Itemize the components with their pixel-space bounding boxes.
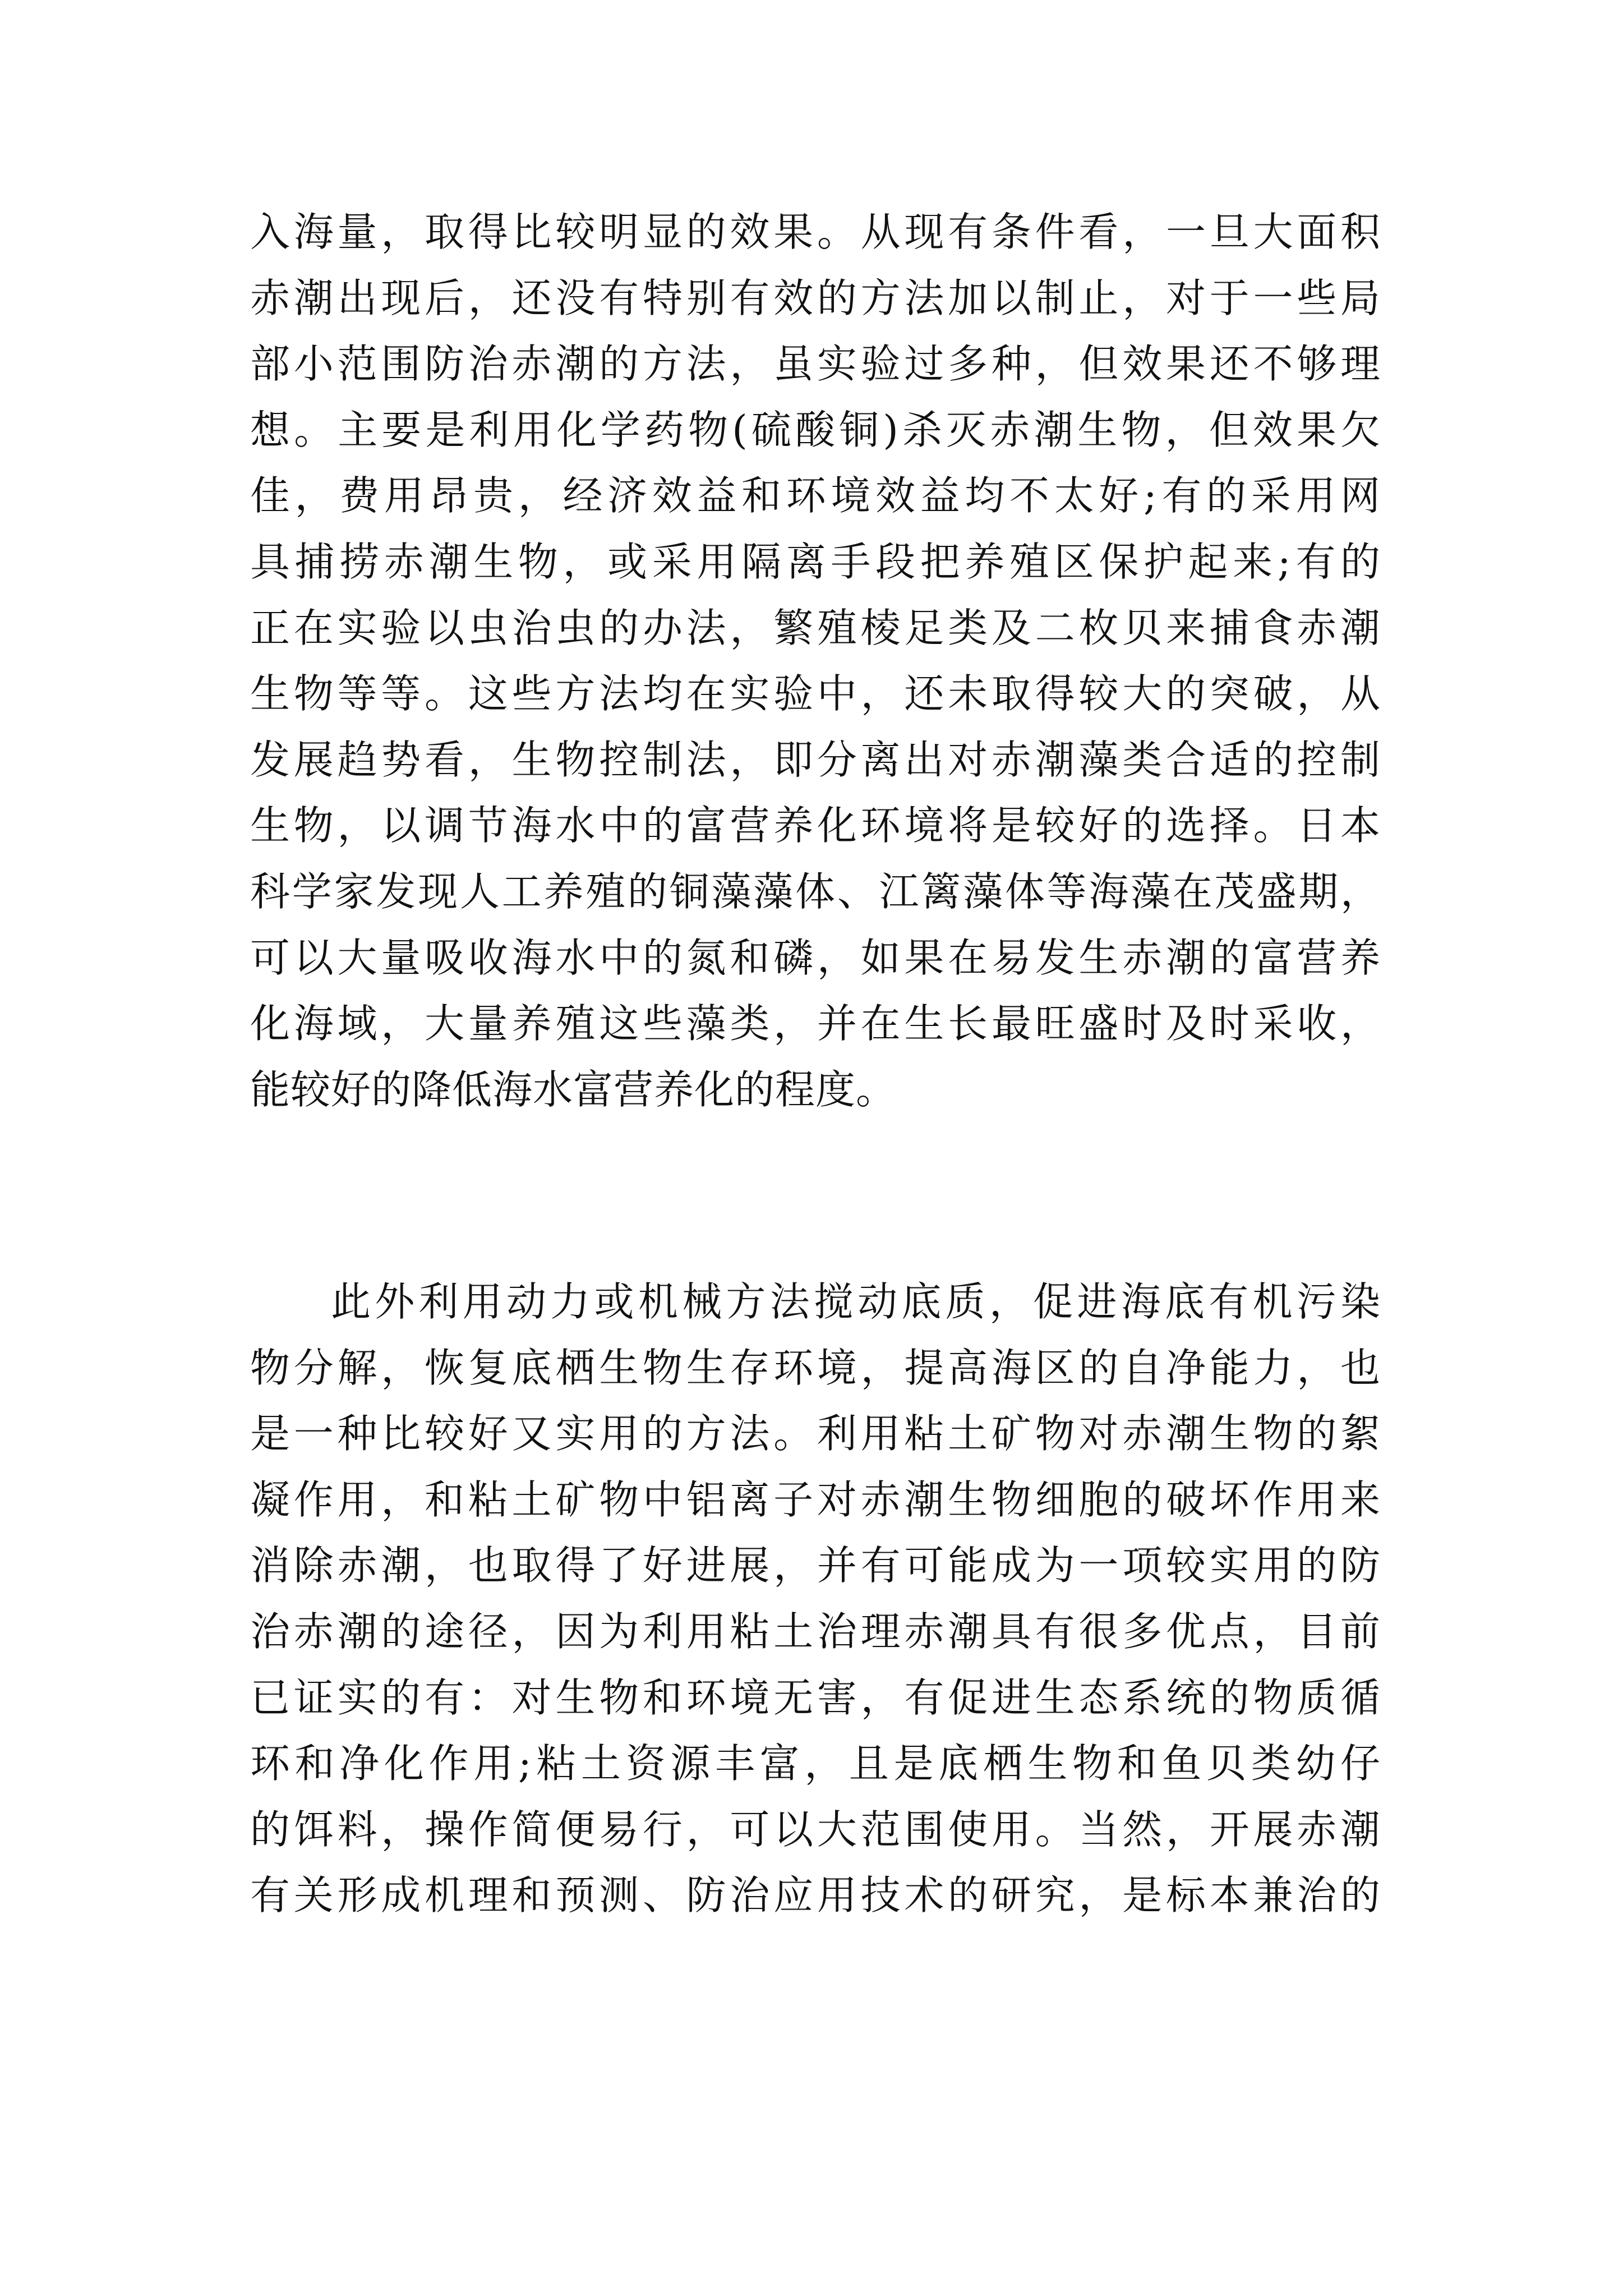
text-line: 部小范围防治赤潮的方法，虽实验过多种，但效果还不够理 (250, 341, 1381, 388)
text-line: 治赤潮的途径，因为利用粘土治理赤潮具有很多优点，目前 (250, 1608, 1381, 1655)
text-line: 物分解，恢复底栖生物生存环境，提高海区的自净能力，也 (250, 1344, 1381, 1391)
text-line: 科学家发现人工养殖的铜藻藻体、江篱藻体等海藻在茂盛期， (250, 868, 1381, 915)
paragraph-2 (250, 1269, 1381, 1929)
text-line: 是一种比较好又实用的方法。利用粘土矿物对赤潮生物的絮 (250, 1410, 1381, 1457)
text-line: 佳，费用昂贵，经济效益和环境效益均不太好;有的采用网 (250, 472, 1381, 519)
text-line: 入海量，取得比较明显的效果。从现有条件看，一旦大面积 (250, 209, 1381, 255)
text-line: 的饵料，操作简便易行，可以大范围使用。当然，开展赤潮 (250, 1806, 1381, 1853)
text-line: 赤潮出现后，还没有特别有效的方法加以制止，对于一些局 (250, 274, 1381, 321)
text-line: 已证实的有：对生物和环境无害，有促进生态系统的物质循 (250, 1674, 1381, 1721)
text-line: 此外利用动力或机械方法搅动底质，促进海底有机污染 (331, 1278, 1381, 1325)
text-line: 能较好的降低海水富营养化的程度。 (250, 1066, 897, 1113)
text-line: 生物，以调节海水中的富营养化环境将是较好的选择。日本 (250, 802, 1381, 849)
text-line: 生物等等。这些方法均在实验中，还未取得较大的突破，从 (250, 670, 1381, 717)
text-line: 具捕捞赤潮生物，或采用隔离手段把养殖区保护起来;有的 (250, 538, 1381, 585)
paragraph-1 (250, 199, 1381, 1122)
text-line: 有关形成机理和预测、防治应用技术的研究，是标本兼治的 (250, 1872, 1381, 1919)
text-line: 发展趋势看，生物控制法，即分离出对赤潮藻类合适的控制 (250, 736, 1381, 783)
text-line: 想。主要是利用化学药物(硫酸铜)杀灭赤潮生物，但效果欠 (250, 406, 1381, 453)
text-line: 正在实验以虫治虫的办法，繁殖棱足类及二枚贝来捕食赤潮 (250, 604, 1381, 651)
text-line: 凝作用，和粘土矿物中铝离子对赤潮生物细胞的破坏作用来 (250, 1476, 1381, 1523)
text-line: 化海域，大量养殖这些藻类，并在生长最旺盛时及时采收， (250, 1000, 1381, 1047)
text-line: 消除赤潮，也取得了好进展，并有可能成为一项较实用的防 (250, 1542, 1381, 1589)
text-line: 可以大量吸收海水中的氮和磷，如果在易发生赤潮的富营养 (250, 934, 1381, 981)
text-line: 环和净化作用;粘土资源丰富，且是底栖生物和鱼贝类幼仔 (250, 1740, 1381, 1787)
